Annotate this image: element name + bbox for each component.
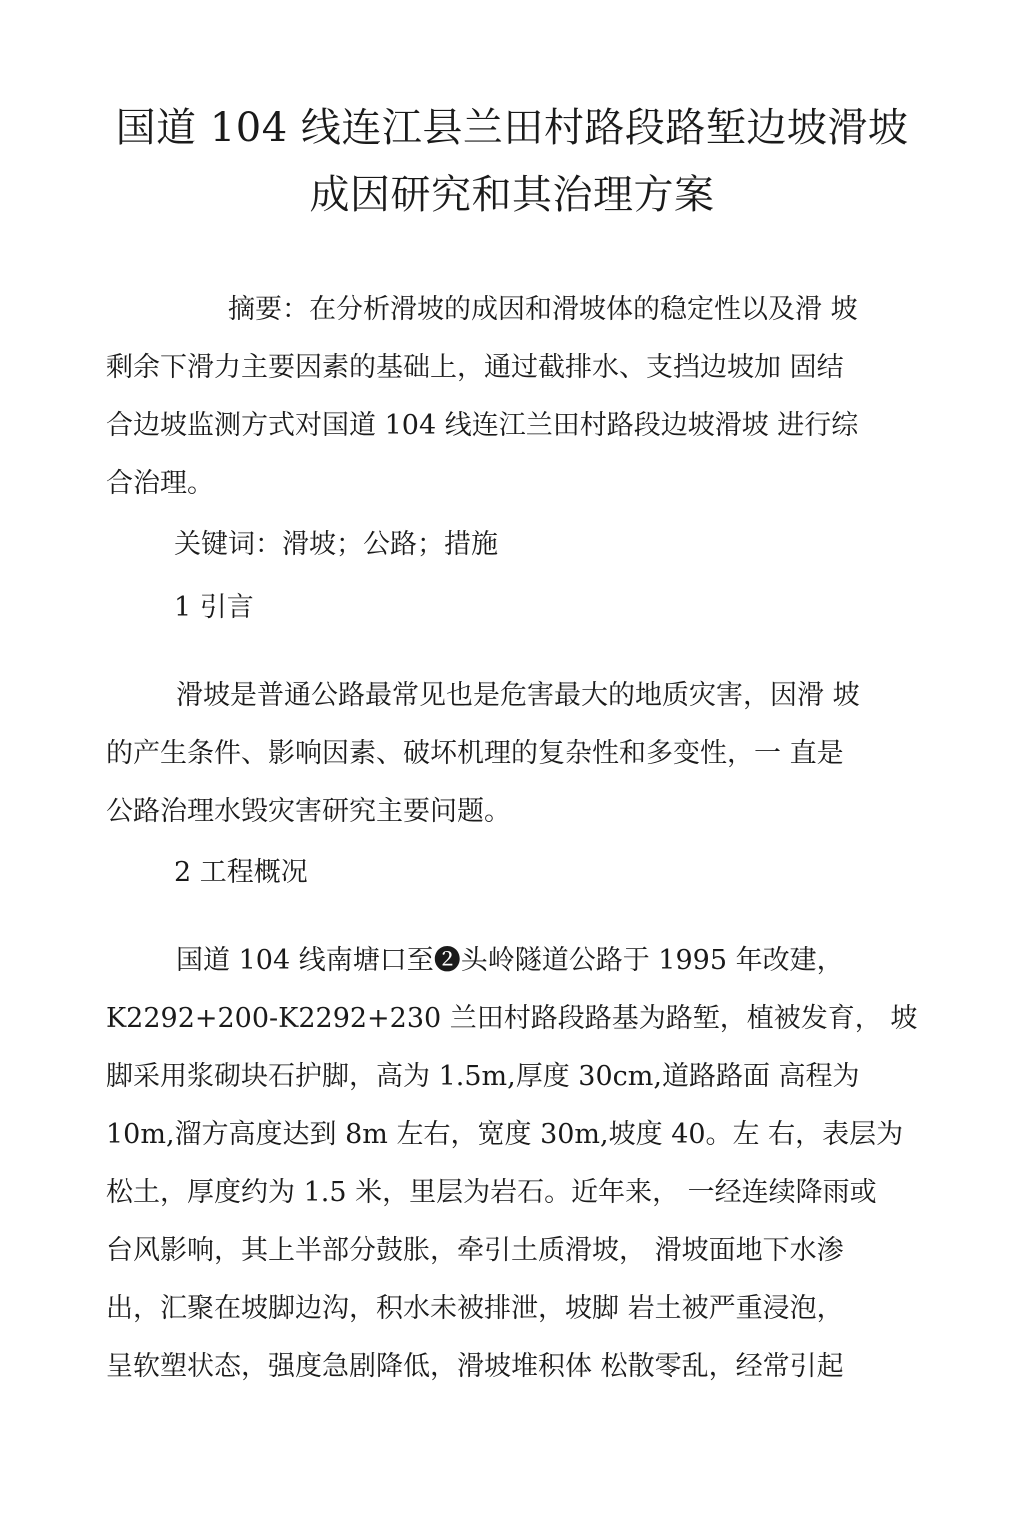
abstract-line-3: 合边坡监测方式对国道 104 线连江兰田村路段边坡滑坡 进行综: [106, 410, 859, 441]
overview-line-4: 10m,溜方高度达到 8m 左右，宽度 30m,坡度 40。左 右，表层为: [106, 1119, 904, 1150]
overview-line-6: 台风影响，其上半部分鼓胀，牵引土质滑坡， 滑坡面地下水渗: [106, 1235, 844, 1266]
document-title-line-1: 国道 104 线连江县兰田村路段路堑边坡滑坡: [115, 105, 909, 151]
overview-line-7: 出，汇聚在坡脚边沟，积水未被排泄，坡脚 岩土被严重浸泡，: [106, 1293, 844, 1324]
overview-line-2: K2292+200-K2292+230 兰田村路段路基为路堑，植被发育， 坡: [106, 1003, 918, 1034]
overview-line-3: 脚采用浆砌块石护脚，高为 1.5m,厚度 30cm,道路路面 高程为: [106, 1061, 860, 1092]
overview-line-8: 呈软塑状态，强度急剧降低，滑坡堆积体 松散零乱，经常引起: [106, 1351, 844, 1382]
overview-line-5: 松土，厚度约为 1.5 米，里层为岩石。近年来， 一经连续降雨或: [106, 1177, 877, 1208]
section-heading-project-overview: 2 工程概况: [174, 857, 308, 888]
introduction-line-1: 滑坡是普通公路最常见也是危害最大的地质灾害，因滑 坡: [176, 680, 860, 711]
keywords: 关键词：滑坡；公路；措施: [174, 529, 498, 560]
introduction-line-3: 公路治理水毁灾害研究主要问题。: [106, 796, 511, 827]
abstract-line-1: 摘要：在分析滑坡的成因和滑坡体的稳定性以及滑 坡: [228, 294, 858, 325]
document-title-line-2: 成因研究和其治理方案: [309, 172, 715, 218]
overview-line-1: 国道 104 线南塘口至❷头岭隧道公路于 1995 年改建，: [176, 945, 844, 976]
abstract-line-4: 合治理。: [106, 468, 214, 499]
abstract-line-2: 剩余下滑力主要因素的基础上，通过截排水、支挡边坡加 固结: [106, 352, 844, 383]
introduction-line-2: 的产生条件、影响因素、破坏机理的复杂性和多变性，一 直是: [106, 738, 844, 769]
section-heading-introduction: 1 引言: [174, 592, 254, 623]
